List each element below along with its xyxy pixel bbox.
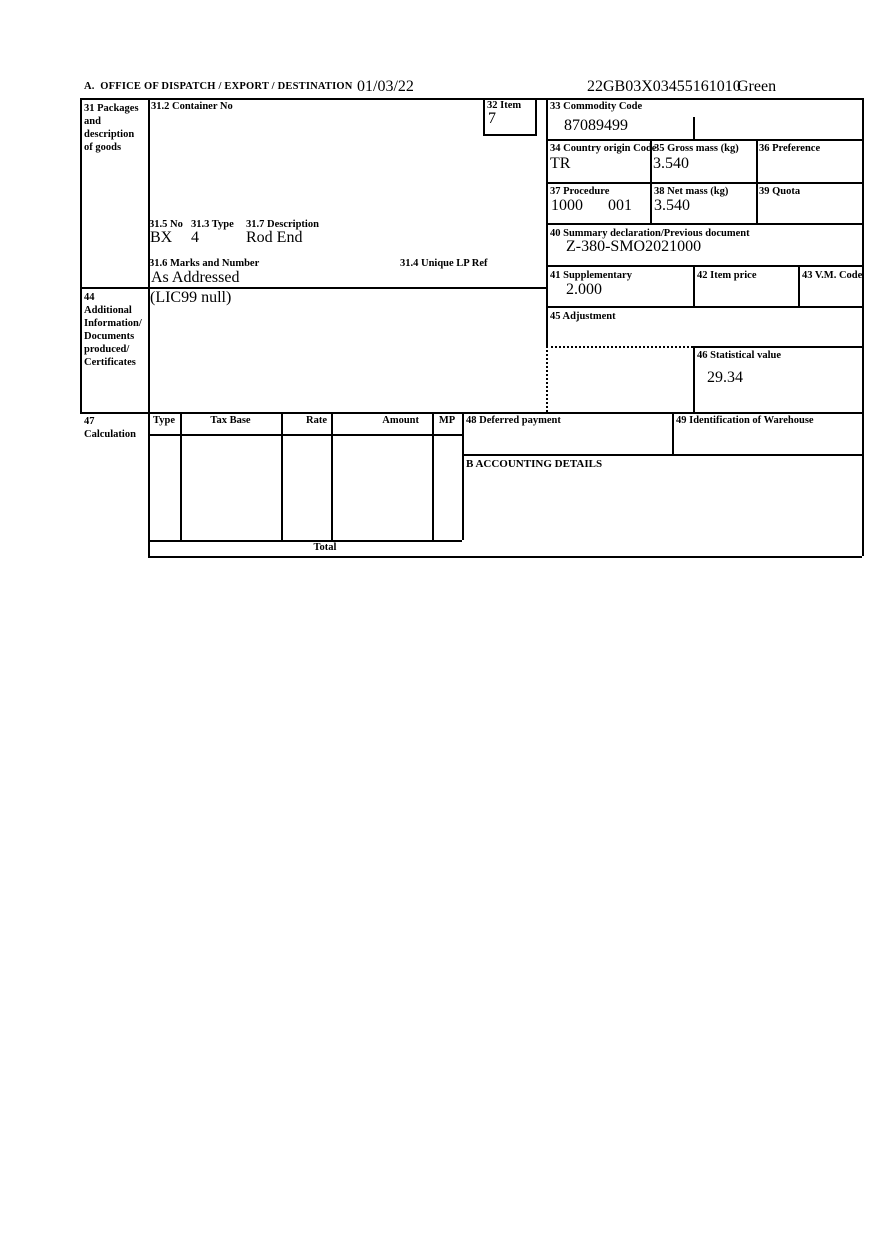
accounting-details-label: B ACCOUNTING DETAILS xyxy=(466,458,603,470)
table-header-tax-base: Tax Base xyxy=(210,415,251,426)
warehouse-id-label: 49 Identification of Warehouse xyxy=(676,415,814,426)
mid-section-border xyxy=(80,412,862,414)
table-col2-border xyxy=(281,412,283,540)
box31-label-line: description xyxy=(84,129,135,140)
packages-no-label: 31.5 No xyxy=(149,219,183,230)
col48-49-border xyxy=(672,412,674,454)
goods-description-value: Rod End xyxy=(246,229,303,246)
table-col1-border xyxy=(180,412,182,540)
table-total-label: Total xyxy=(313,542,337,553)
section-a-title: A. OFFICE OF DISPATCH / EXPORT / DESTINATION xyxy=(84,81,353,92)
col35-36-border xyxy=(756,139,758,223)
preference-label: 36 Preference xyxy=(759,143,821,154)
form-right-border xyxy=(862,98,864,556)
statistical-value-value: 29.34 xyxy=(707,369,743,386)
table-header-amount: Amount xyxy=(382,415,419,426)
col41-42-border xyxy=(693,265,695,306)
packages-no-value: BX xyxy=(150,229,173,246)
commodity-code-tick xyxy=(693,117,695,139)
routing-status: Green xyxy=(737,78,777,95)
unique-lp-ref-label: 31.4 Unique LP Ref xyxy=(400,258,488,269)
box44-label-line: Additional xyxy=(84,305,132,316)
country-origin-value: TR xyxy=(550,155,571,172)
form-left-border xyxy=(80,98,82,412)
form-top-border xyxy=(80,98,862,100)
box44-label xyxy=(84,291,142,369)
box31-label-line: and xyxy=(84,116,101,127)
container-no-label: 31.2 Container No xyxy=(151,101,233,112)
row40-bottom-border xyxy=(546,265,862,267)
procedure-value-2: 001 xyxy=(608,197,632,214)
item-price-label: 42 Item price xyxy=(697,270,757,281)
box32-left-border xyxy=(483,98,485,134)
center-divider-dotted-border xyxy=(546,346,548,412)
table-right-border xyxy=(462,412,464,540)
table-header-bottom-border xyxy=(148,434,462,436)
center-divider-border xyxy=(546,98,548,346)
box32-right-border xyxy=(535,98,537,134)
summary-declaration-value: Z-380-SMO2021000 xyxy=(566,238,702,255)
table-col4-border xyxy=(432,412,434,540)
goods-description-label: 31.7 Description xyxy=(246,219,319,230)
box44-label-line: Certificates xyxy=(84,357,136,368)
country-origin-label: 34 Country origin Code xyxy=(550,143,657,154)
table-header-rate: Rate xyxy=(306,415,327,426)
row34-bottom-border xyxy=(546,182,862,184)
net-mass-value: 3.540 xyxy=(654,197,690,214)
row33-bottom-border xyxy=(546,139,862,141)
row41-bottom-border xyxy=(546,306,862,308)
label-column-border xyxy=(148,98,150,556)
table-header-type: Type xyxy=(153,415,175,426)
row37-bottom-border xyxy=(546,223,862,225)
col42-43-border xyxy=(798,265,800,306)
box47-label-line: Calculation xyxy=(84,429,136,440)
box44-label-line: Information/ xyxy=(84,318,142,329)
box44-label-line: Documents xyxy=(84,331,135,342)
table-header-mp: MP xyxy=(438,415,456,426)
marks-number-value: As Addressed xyxy=(151,269,240,286)
supplementary-value: 2.000 xyxy=(566,281,602,298)
box44-label-line: 44 xyxy=(84,292,95,303)
summary-declaration-label: 40 Summary declaration/Previous document xyxy=(550,228,750,239)
adjustment-dotted-border xyxy=(546,346,693,348)
statistical-value-label: 46 Statistical value xyxy=(697,350,781,361)
item-no-label: 32 Item xyxy=(487,100,522,111)
packages-type-value: 4 xyxy=(191,229,199,246)
commodity-code-label: 33 Commodity Code xyxy=(550,101,643,112)
item-no-value: 7 xyxy=(488,110,496,127)
box46-top-border xyxy=(693,346,862,348)
net-mass-label: 38 Net mass (kg) xyxy=(654,186,729,197)
supplementary-label: 41 Supplementary xyxy=(550,270,632,281)
procedure-label: 37 Procedure xyxy=(550,186,610,197)
box31-label-line: of goods xyxy=(84,142,122,153)
box47-label-line: 47 xyxy=(84,416,95,427)
box31-label xyxy=(84,102,139,154)
commodity-code-value: 87089499 xyxy=(564,117,628,134)
table-col3-border xyxy=(331,412,333,540)
quota-label: 39 Quota xyxy=(759,186,801,197)
marks-number-label: 31.6 Marks and Number xyxy=(149,258,260,269)
procedure-value-1: 1000 xyxy=(551,197,583,214)
additional-info-value: (LIC99 null) xyxy=(150,289,232,306)
form-bottom-border xyxy=(148,556,862,558)
box47-label xyxy=(84,415,136,441)
gross-mass-label: 35 Gross mass (kg) xyxy=(654,143,739,154)
box31-label-line: 31 Packages xyxy=(84,103,139,114)
packages-type-label: 31.3 Type xyxy=(191,219,234,230)
row48-49-bottom-border xyxy=(462,454,862,456)
box44-label-line: produced/ xyxy=(84,344,130,355)
deferred-payment-label: 48 Deferred payment xyxy=(466,415,561,426)
vm-code-label: 43 V.M. Code xyxy=(802,270,863,281)
mrn-number: 22GB03X03455161010 xyxy=(587,78,741,95)
adjustment-label: 45 Adjustment xyxy=(550,311,616,322)
dispatch-date: 01/03/22 xyxy=(357,78,414,95)
box32-bottom-border xyxy=(483,134,537,136)
gross-mass-value: 3.540 xyxy=(653,155,689,172)
box46-left-border xyxy=(693,346,695,412)
